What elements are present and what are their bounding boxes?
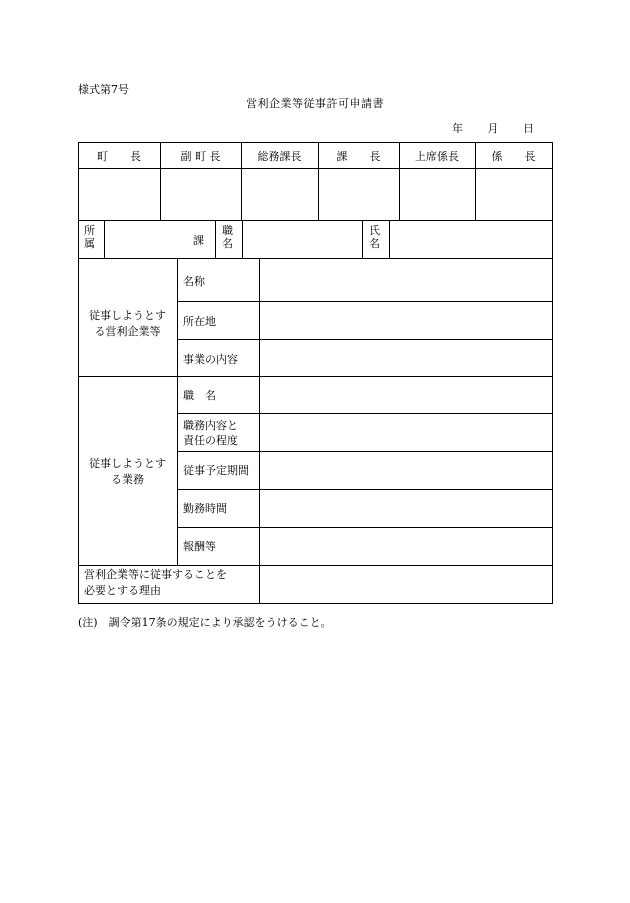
- approval-stamp-box-4[interactable]: [319, 169, 399, 220]
- section-suffix-label: 課: [193, 234, 204, 247]
- approval-bottom-rule: [78, 220, 553, 221]
- approval-col-rule: [552, 142, 553, 221]
- reason-label: 営利企業等に従事することを 必要とする理由: [84, 568, 227, 597]
- approver-header-4: 課 長: [336, 150, 381, 163]
- approval-stamp-box-2[interactable]: [161, 169, 241, 220]
- work-row-label-2: 職務内容と 責任の程度: [183, 419, 238, 447]
- work-row-label-4: 勤務時間: [183, 502, 227, 515]
- approver-header-1: 町 長: [97, 150, 141, 163]
- enterprise-row-label-1: 名称: [183, 274, 205, 288]
- work-value-field-4[interactable]: [260, 490, 552, 527]
- work-section-heading: 従事しようとす る業務: [89, 457, 166, 486]
- approval-stamp-box-5[interactable]: [400, 169, 475, 220]
- work-row-label-5: 報酬等: [183, 540, 216, 553]
- table-right-rule: [552, 220, 553, 259]
- affiliation-rule: [215, 220, 216, 259]
- work-value-field-1[interactable]: [260, 377, 552, 413]
- affiliation-rule: [389, 220, 390, 259]
- approver-header-5: 上席係長: [415, 150, 459, 163]
- approval-stamp-box-1[interactable]: [79, 169, 160, 220]
- affiliation-label: 所 属: [84, 224, 95, 250]
- work-row-label-1: 職 名: [183, 388, 216, 402]
- table-bottom-rule: [78, 603, 553, 604]
- date-line: [452, 120, 534, 136]
- section-divider-rule: [177, 258, 178, 566]
- date-year-label: 年: [452, 122, 463, 135]
- approval-stamp-box-6[interactable]: [476, 169, 552, 220]
- affiliation-rule: [242, 220, 243, 259]
- date-month-label: 月: [487, 122, 499, 135]
- name-label: 氏 名: [369, 224, 380, 250]
- form-number: 様式第7号: [78, 83, 129, 96]
- approver-header-3: 総務課長: [257, 150, 302, 163]
- approver-header-6: 係 長: [491, 150, 536, 163]
- reason-value-field[interactable]: [260, 566, 552, 603]
- affiliation-rule: [362, 220, 363, 259]
- position-label: 職 名: [222, 224, 233, 250]
- enterprise-section-heading: 従事しようとす る営利企業等: [89, 309, 166, 338]
- enterprise-row-label-3: 事業の内容: [183, 352, 238, 366]
- table-left-rule: [78, 220, 79, 259]
- enterprise-value-field-2[interactable]: [260, 302, 552, 339]
- approval-top-rule: [78, 142, 553, 143]
- footnote: (注) 調令第17条の規定により承認をうけること。: [78, 616, 332, 629]
- table-right-rule: [552, 258, 553, 604]
- enterprise-value-field-3[interactable]: [260, 340, 552, 376]
- document-title: 営利企業等従事許可申請書: [246, 97, 384, 110]
- work-value-field-3[interactable]: [260, 452, 552, 489]
- enterprise-row-label-2: 所在地: [183, 315, 216, 328]
- work-row-label-3: 従事予定期間: [183, 464, 249, 477]
- approval-stamp-box-3[interactable]: [242, 169, 318, 220]
- affiliation-rule: [104, 220, 105, 259]
- date-day-label: 日: [522, 122, 534, 135]
- work-value-field-5[interactable]: [260, 528, 552, 565]
- approver-header-2: 副 町 長: [180, 150, 221, 163]
- work-value-field-2[interactable]: [260, 414, 552, 451]
- enterprise-value-field-1[interactable]: [260, 259, 552, 301]
